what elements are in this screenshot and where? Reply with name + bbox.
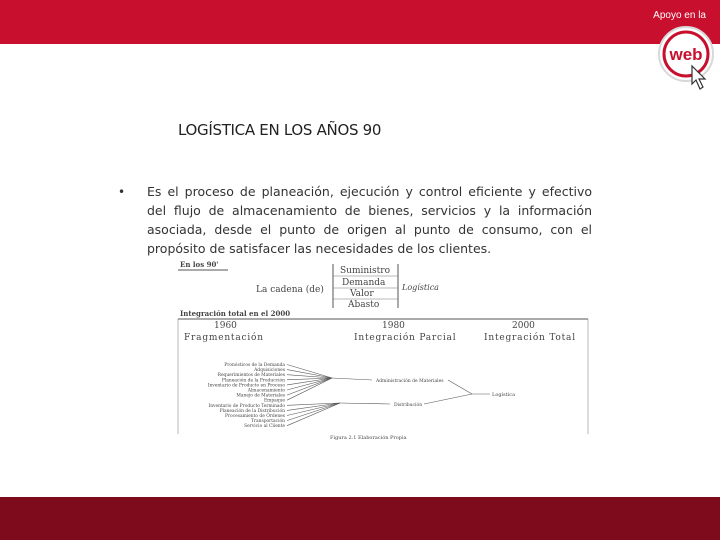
connector-distribution	[340, 403, 390, 404]
activity-item: Planeación de la Producción	[221, 378, 285, 384]
activity-item: Transportación	[251, 419, 285, 425]
year-1980: 1980	[382, 321, 405, 331]
activity-connector	[287, 375, 332, 378]
logo-word: web	[669, 45, 703, 64]
figure-caption: Figura 2.1 Elaboración Propia	[330, 435, 407, 441]
top-banner	[0, 0, 720, 44]
activity-item: Empaque	[263, 398, 285, 404]
activity-item: Adquisiciones	[254, 368, 285, 374]
chain-item-4: Abasto	[348, 300, 380, 310]
activity-connector	[287, 370, 332, 378]
fig-section-heading: Integración total en el 2000	[180, 309, 291, 318]
activity-list	[208, 363, 286, 429]
activity-item: Inventario de Producto en Proceso	[207, 383, 285, 389]
stage-fragmentation: Fragmentación	[184, 333, 264, 343]
chain-item-3: Valor	[350, 289, 374, 299]
activity-connector	[287, 403, 340, 421]
stage-partial: Integración Parcial	[354, 333, 457, 343]
connector-materials	[332, 378, 372, 380]
connector-materials-final	[448, 380, 472, 394]
activity-item: Inventario de Producto Terminado	[208, 403, 285, 409]
mid-label-distribution: Distribución	[394, 403, 423, 408]
bottom-banner	[0, 497, 720, 540]
final-label-logistics: Logística	[492, 392, 516, 398]
connector-lines	[287, 365, 490, 426]
chain-item-2: Demanda	[342, 278, 386, 288]
activity-item: Planeación de la Distribución	[219, 408, 285, 414]
activity-item: Manejo de Materiales	[236, 393, 285, 399]
year-2000: 2000	[512, 321, 535, 331]
fig-top-heading: En los 90'	[180, 260, 219, 269]
chain-label: La cadena (de)	[256, 285, 324, 295]
stage-total: Integración Total	[484, 333, 576, 343]
web-logo-icon	[656, 22, 718, 98]
activity-item: Pronósticos de la Demanda	[224, 363, 285, 368]
activity-connector	[287, 378, 332, 395]
bullet-text: Es el proceso de planeación, ejecución y control eficiente y efectivo del flujo de almacenamiento de bienes, servicios y la información asociada, desde el punto de origen al punto de consumo, con el propósito de satisfacer las necesidades de los clientes.	[147, 184, 592, 256]
chain-item-1: Suministro	[340, 266, 391, 276]
mid-label-materials: Administración de Materiales	[376, 379, 444, 384]
chain-result: Logística	[402, 283, 439, 292]
year-1960: 1960	[214, 321, 237, 331]
connector-distribution-final	[424, 394, 472, 404]
bullet-marker: •	[118, 185, 126, 199]
activity-item: Almacenamiento	[247, 388, 285, 394]
activity-connector	[287, 365, 332, 379]
activity-item: Requerimientos de Materiales	[217, 373, 285, 379]
activity-item: Servicio al Cliente	[244, 424, 285, 430]
logistics-evolution-figure	[172, 256, 592, 446]
activity-item: Procesamiento de Órdenes	[224, 414, 285, 419]
brand-text: Apoyo en la	[653, 10, 706, 21]
slide-title: LOGÍSTICA EN LOS AÑOS 90	[178, 121, 382, 139]
